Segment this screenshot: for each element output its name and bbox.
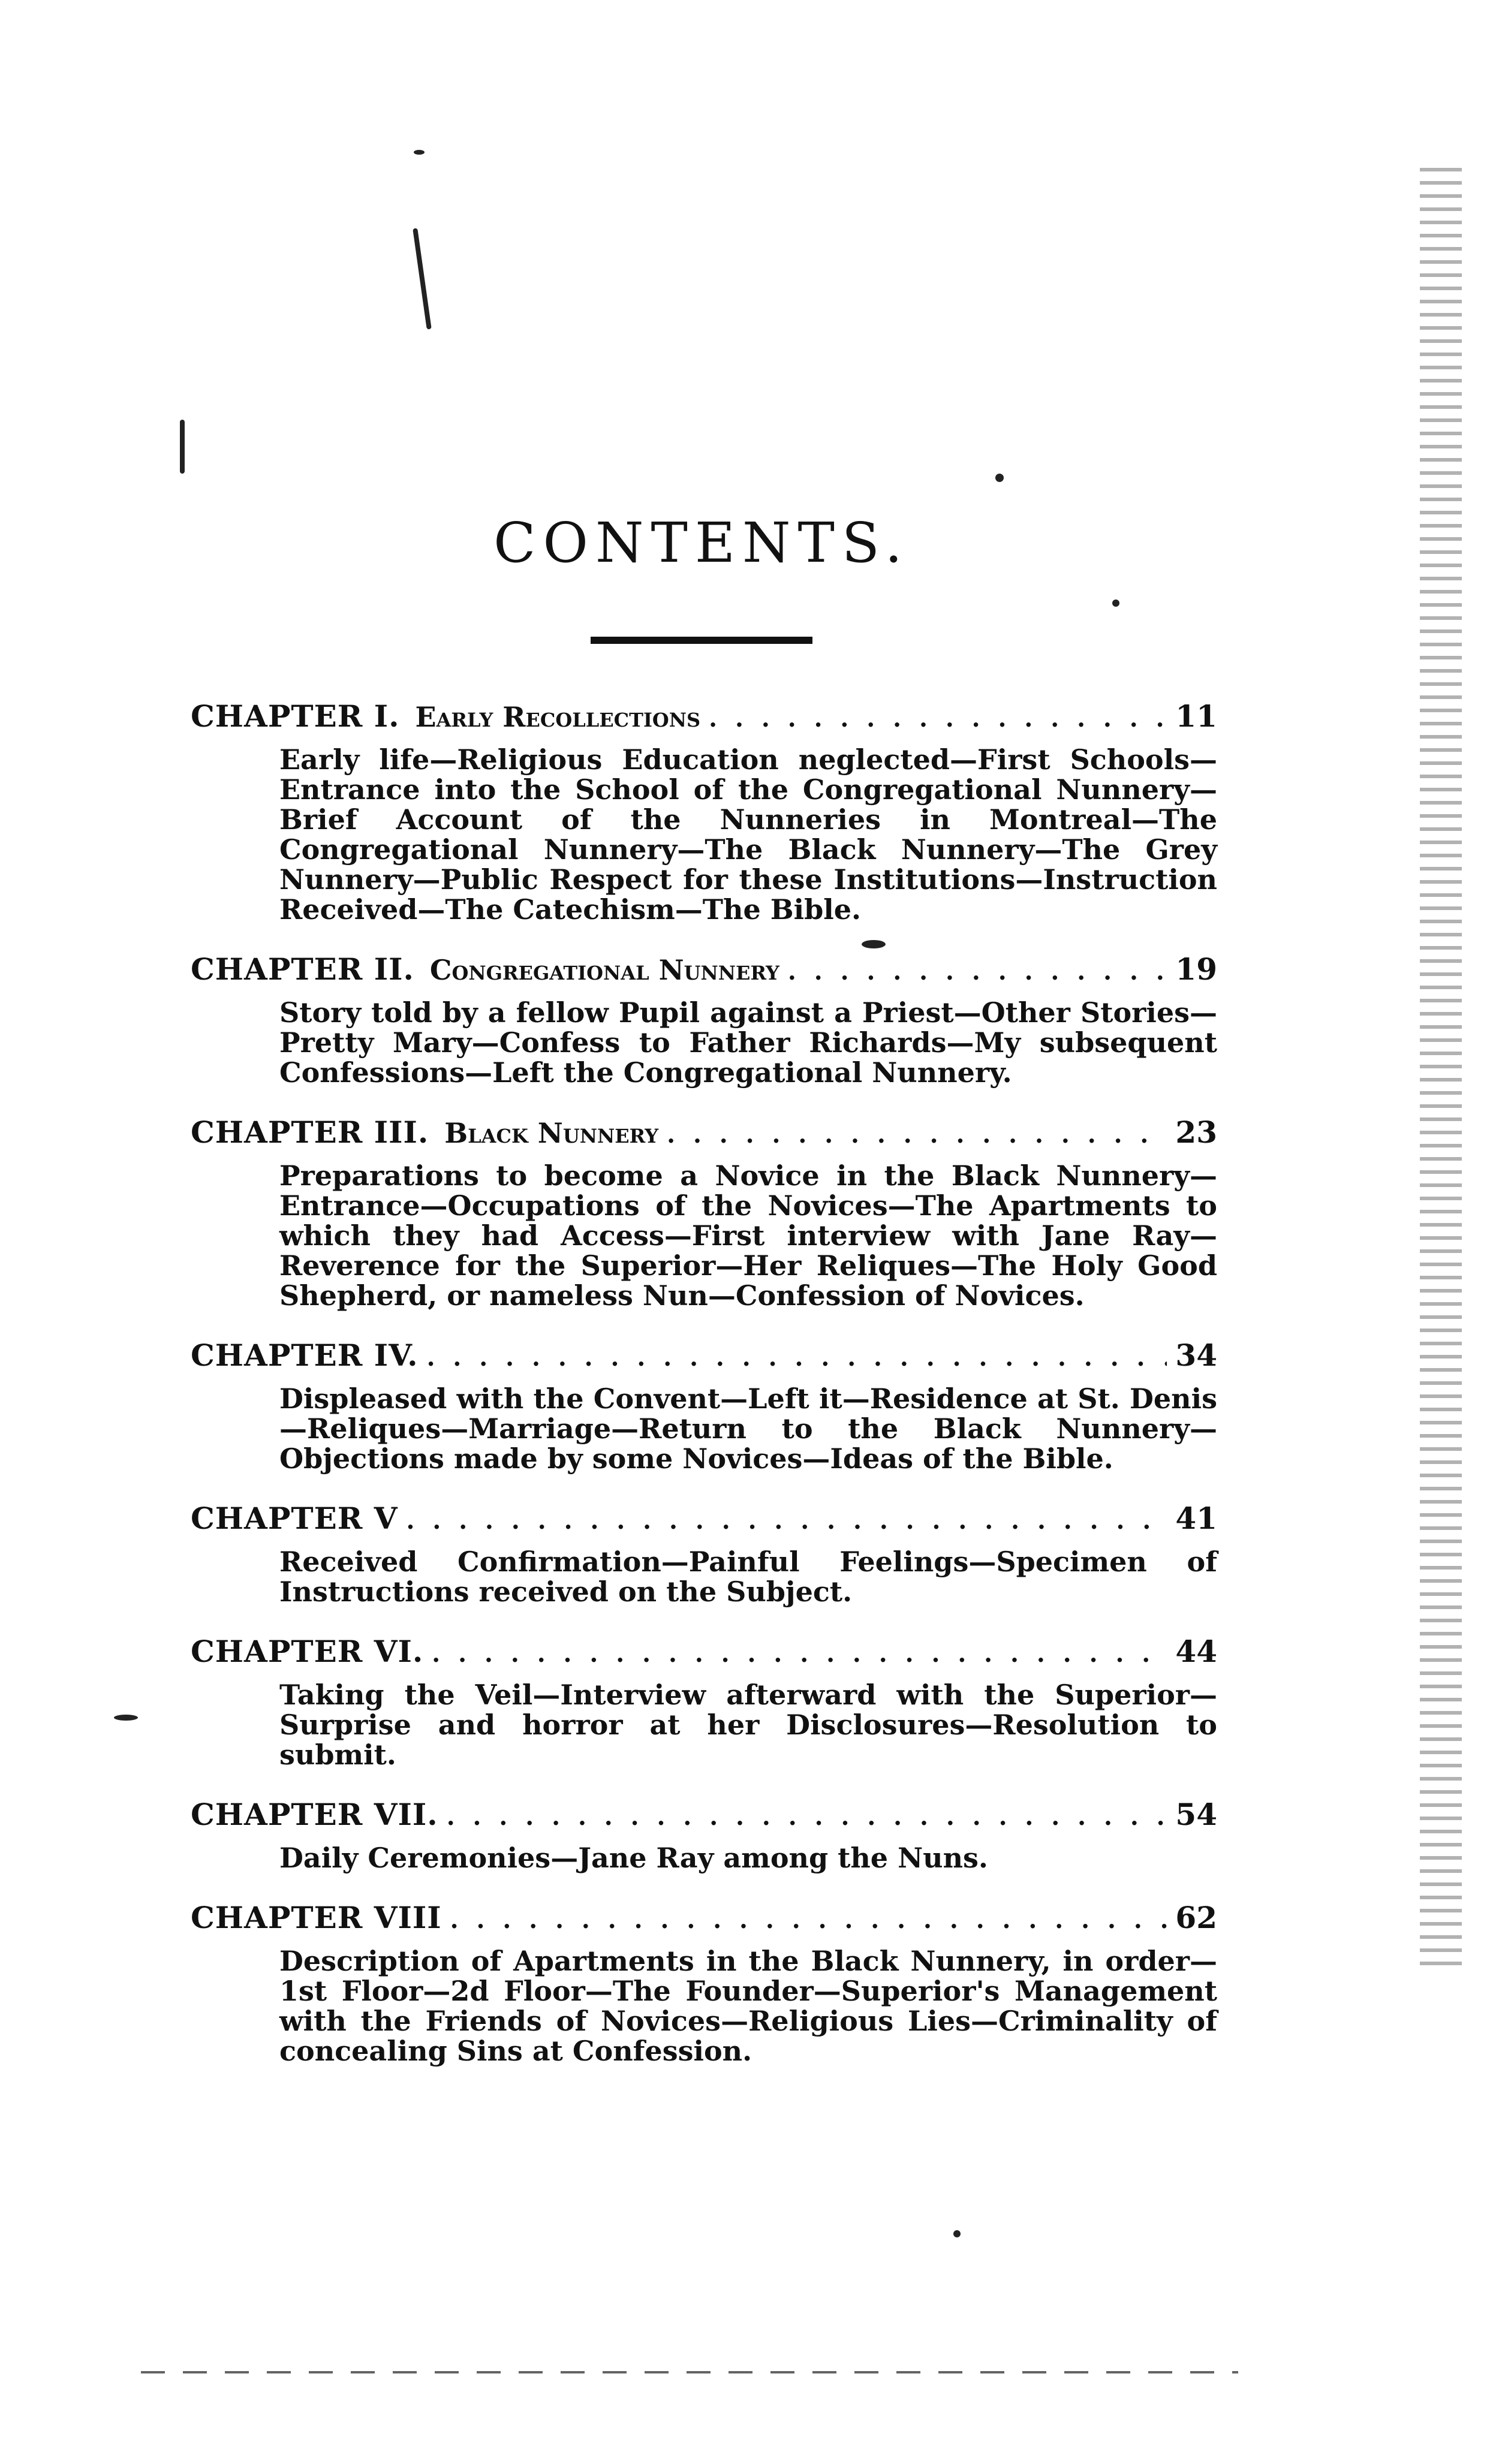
dot-leader: [667, 1114, 1167, 1156]
scan-speck: [953, 2230, 961, 2237]
chapter-heading-line: [191, 1631, 1217, 1675]
title-rule: [591, 637, 812, 644]
chapter-page-number: 34: [1175, 1338, 1217, 1373]
chapter-name: Black Nunnery: [444, 1117, 659, 1149]
chapter-page-number: 44: [1175, 1634, 1217, 1669]
chapter-label: CHAPTER I.: [191, 698, 400, 734]
chapter-summary: Preparations to become a Novice in the Black Nunnery—Entrance—Occupations of the Novices—The Apartments to which they had Access—First interview with Jane Ray—Reverence for the Superior—Her Reliques—The Holy Good Shepherd, or nameless Nun—Confession of Novices.: [279, 1159, 1217, 1312]
chapter-page-number: 11: [1175, 698, 1217, 734]
chapter-summary: Taking the Veil—Interview afterward with the Superior—Surprise and horror at her Disclosures—Resolution to submit.: [279, 1679, 1217, 1771]
chapter-label: CHAPTER VII.: [191, 1797, 438, 1832]
chapter-label: CHAPTER VIII: [191, 1900, 442, 1935]
chapter-summary: Story told by a fellow Pupil against a Priest—Other Stories—Pretty Mary—Confess to Father Richards—My subsequent Confessions—Left the Congregational Nunnery.: [279, 996, 1217, 1089]
toc-entry-chapter-8: [191, 1897, 1217, 2066]
chapter-label: CHAPTER V: [191, 1501, 398, 1536]
toc-entry-chapter-7: [191, 1794, 1217, 1873]
toc-entry-chapter-3: [191, 1111, 1217, 1311]
chapter-heading-line: [191, 1897, 1217, 1941]
scan-speck: [114, 1715, 138, 1721]
scan-bottom-edge: [141, 2371, 1238, 2373]
chapter-page-number: 19: [1175, 951, 1217, 987]
toc-entry-chapter-4: [191, 1335, 1217, 1474]
chapter-summary: Early life—Religious Education neglected—First Schools—Entrance into the School of the Congregational Nunnery—Brief Account of the Nunneries in Montreal—The Congregational Nunnery—The Black Nunnery—The Grey Nunnery—Public Respect for these Institutions—Instruction Received—The Catechism—The Bible.: [279, 743, 1217, 926]
chapter-heading-line: [191, 948, 1217, 993]
dot-leader: [709, 698, 1167, 740]
scan-speck: [862, 940, 886, 948]
dot-leader: [432, 1633, 1167, 1675]
chapter-label: CHAPTER II.: [191, 951, 414, 987]
chapter-label: CHAPTER IV.: [191, 1338, 419, 1373]
scan-speck: [180, 420, 185, 474]
scan-binding-edge: [1420, 168, 1462, 1966]
scan-speck: [414, 150, 425, 155]
dot-leader: [447, 1796, 1167, 1838]
dot-leader: [427, 1337, 1167, 1379]
dot-leader: [788, 951, 1167, 993]
toc-entry-chapter-1: [191, 695, 1217, 924]
chapter-heading-line: [191, 1335, 1217, 1379]
chapter-summary: Description of Apartments in the Black Nunnery, in order—1st Floor—2d Floor—The Founder—Superior's Management with the Friends of Novices—Religious Lies—Criminality of concealing Sins at Confession.: [279, 1945, 1217, 2067]
chapter-heading-line: [191, 1498, 1217, 1542]
chapter-page-number: 62: [1175, 1900, 1217, 1935]
chapter-heading-line: [191, 1794, 1217, 1838]
chapter-page-number: 54: [1175, 1797, 1217, 1832]
dot-leader: [407, 1500, 1167, 1542]
page-title: CONTENTS.: [493, 511, 910, 575]
chapter-heading-line: [191, 1111, 1217, 1156]
chapter-summary: Displeased with the Convent—Left it—Residence at St. Denis—Reliques—Marriage—Return to the Black Nunnery—Objections made by some Novices—Ideas of the Bible.: [279, 1382, 1217, 1475]
dot-leader: [450, 1899, 1167, 1941]
chapter-name: Early Recollections: [415, 701, 701, 733]
toc-entry-chapter-6: [191, 1631, 1217, 1770]
chapter-heading-line: [191, 695, 1217, 740]
chapter-label: CHAPTER III.: [191, 1114, 429, 1150]
chapter-label: CHAPTER VI.: [191, 1634, 424, 1669]
scan-speck: [1112, 600, 1119, 607]
scan-speck: [413, 228, 432, 329]
table-of-contents: [191, 695, 1217, 2090]
scan-speck: [995, 474, 1004, 482]
chapter-summary: Daily Ceremonies—Jane Ray among the Nuns.: [279, 1842, 988, 1874]
chapter-page-number: 23: [1175, 1114, 1217, 1150]
chapter-page-number: 41: [1175, 1501, 1217, 1536]
chapter-name: Congregational Nunnery: [429, 954, 779, 986]
toc-entry-chapter-5: [191, 1498, 1217, 1607]
toc-entry-chapter-2: [191, 948, 1217, 1088]
chapter-summary: Received Confirmation—Painful Feelings—Specimen of Instructions received on the Subject.: [279, 1546, 1217, 1608]
